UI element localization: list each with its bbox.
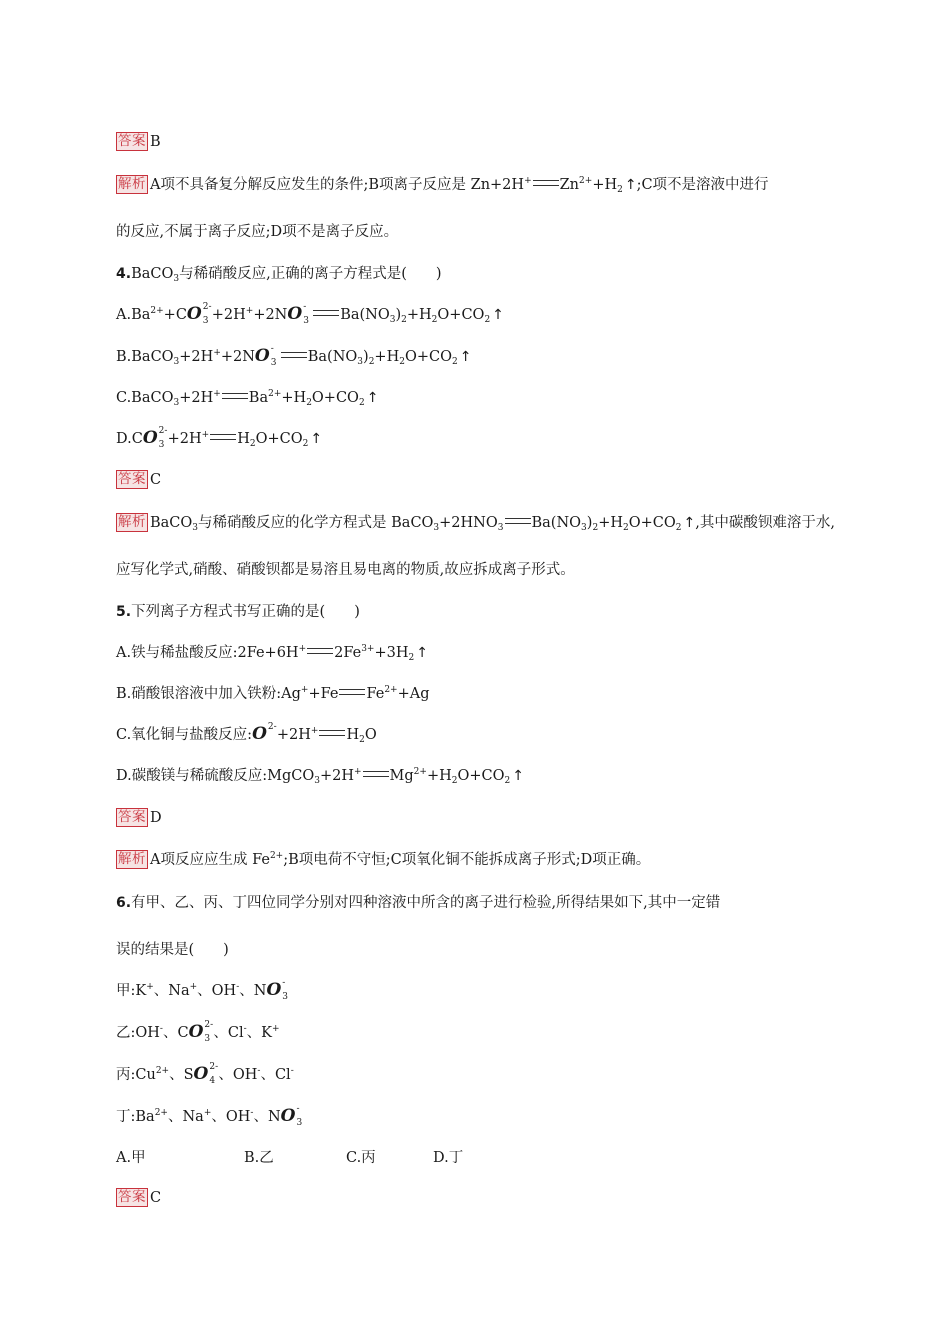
q5-analysis-line: 解析 A项反应应生成 $Fe^{2+};B$项电荷不守恒;C项氧化铜不能拆成离子形式;D项正确。 bbox=[118, 851, 651, 868]
option-text: D.C bbox=[116, 431, 143, 447]
q6-choice-d: D.丁 bbox=[433, 1150, 464, 1166]
q6-bing: 丙$:Cu^{2+}$、SO 2- 4 、OH-、Cl- bbox=[116, 1062, 294, 1086]
q4-analysis-line-1: 解析 BaCO$_3$与稀硝酸反应的化学方程式是 $BaCO_3+2HNO_3$ $Ba(NO_3)_2+H_2O+CO_2$ ↑,其中碳酸钡难溶于水, bbox=[118, 514, 835, 533]
equals-sign bbox=[505, 518, 531, 524]
up-arrow-icon: ↑ bbox=[624, 177, 637, 193]
answer-tag: 答案 bbox=[118, 1189, 146, 1205]
q3-answer: B bbox=[150, 134, 161, 150]
q6-number: 6. bbox=[116, 895, 132, 911]
q6-stem-text: 有甲、乙、丙、丁四位同学分别对四种溶液中所含的离子进行检验,所得结果如下,其中一定错 bbox=[131, 895, 721, 911]
equals-sign bbox=[307, 648, 333, 654]
q6-jia: 甲:K+、Na+、OH-、NO - 3 bbox=[116, 978, 288, 1002]
option-text: D.碳酸镁与稀硫酸反应:MgCO bbox=[116, 768, 315, 784]
q4-option-c: C.BaCO$_3$+2H+ $Ba^{2+}+H_2O+CO_2$ ↑ bbox=[116, 389, 379, 408]
q6-item-text: 乙:OH bbox=[116, 1025, 160, 1041]
q3-analysis-text: Zn bbox=[559, 177, 580, 193]
q4-analysis-text: 与稀硝酸反应的化学方程式是 BaCO bbox=[198, 515, 434, 531]
q3-analysis-text: +H bbox=[592, 177, 618, 193]
analysis-tag: 解析 bbox=[118, 514, 146, 530]
equals-sign bbox=[222, 393, 248, 399]
q4-option-b: B.BaCO$_3$+2H++2NO - 3 $Ba(NO_3)_2+H_2O+CO_2$ ↑ bbox=[116, 344, 472, 368]
q4-analysis-line-2: 应写化学式,硝酸、硝酸钡都是易溶且易电离的物质,故应拆成离子形式。 bbox=[116, 562, 575, 578]
option-text: A.Ba bbox=[116, 307, 151, 323]
q4-stem-text: BaCO bbox=[131, 266, 174, 282]
equals-sign bbox=[533, 180, 559, 186]
q5-analysis-text: ;B项电荷不守恒;C项氧化铜不能拆成离子形式;D项正确。 bbox=[283, 852, 651, 868]
q3-analysis-text: ;C项不是溶液中进行 bbox=[636, 177, 769, 193]
q6-choice-c: C.丙 bbox=[346, 1150, 376, 1166]
q6-answer-line bbox=[116, 1188, 161, 1208]
option-text: C.BaCO bbox=[116, 390, 174, 406]
q5-option-d: D.碳酸镁与稀硫酸反应:MgCO$_3$+2H+ $Mg^{2+}+H_2O+CO_2$ ↑ bbox=[116, 767, 524, 786]
equals-sign bbox=[281, 352, 307, 358]
q4-analysis-text: +H bbox=[598, 515, 623, 531]
q4-analysis-text: ,其中碳酸钡难溶于水, bbox=[695, 515, 835, 531]
q4-analysis-text: BaCO bbox=[150, 515, 193, 531]
q6-answer: C bbox=[150, 1190, 162, 1206]
q4-number: 4. bbox=[116, 266, 132, 282]
equals-sign bbox=[313, 310, 339, 316]
q3-analysis-line-2: 的反应,不属于离子反应;D项不是离子反应。 bbox=[116, 224, 399, 240]
q4-stem-text: 与稀硝酸反应,正确的离子方程式是( ) bbox=[179, 266, 442, 282]
up-arrow-icon: ↑ bbox=[512, 768, 524, 784]
q5-answer: D bbox=[150, 810, 162, 826]
q6-choice-b: B.乙 bbox=[244, 1150, 274, 1166]
option-text: A.铁与稀盐酸反应:2Fe+6H bbox=[116, 645, 299, 661]
q3-analysis-line-1: 解析 A项不具备复分解反应发生的条件;B项离子反应是 Zn+2H+ $Zn^{2+}+H_2$ ↑;C项不是溶液中进行 bbox=[118, 176, 769, 195]
option-text: C.氧化铜与盐酸反应: bbox=[116, 727, 253, 743]
equals-sign bbox=[210, 434, 236, 440]
q4-option-d: D.CO 2- 3 +2H+ $H_2O+CO_2$ ↑ bbox=[116, 426, 323, 450]
answer-tag: 答案 bbox=[118, 471, 146, 487]
answer-tag: 答案 bbox=[118, 133, 146, 149]
q4-option-a: $A.Ba^{2+}+CO$ 2- 3 +2H++2NO - 3 $Ba(NO_3)_2+H_2O+CO_2$ ↑ bbox=[116, 302, 504, 326]
q4-answer-line bbox=[116, 470, 161, 490]
up-arrow-icon: ↑ bbox=[416, 645, 428, 661]
q6-choice-a: A.甲 bbox=[116, 1150, 146, 1166]
q6-item-text: 丙:Cu bbox=[116, 1067, 156, 1083]
up-arrow-icon: ↑ bbox=[310, 431, 323, 447]
q3-answer-line bbox=[116, 132, 161, 152]
q4-analysis-text: O+CO bbox=[628, 515, 676, 531]
q5-answer-line bbox=[116, 808, 162, 828]
analysis-tag: 解析 bbox=[118, 176, 146, 192]
up-arrow-icon: ↑ bbox=[683, 515, 696, 531]
q6-ding: 丁$:Ba^{2+}$、Na+、OH-、NO - 3 bbox=[116, 1104, 303, 1128]
q6-yi: 乙:OH-、CO 2- 3 、Cl-、K+ bbox=[116, 1020, 280, 1044]
q6-item-text: 丁:Ba bbox=[116, 1109, 155, 1125]
up-arrow-icon: ↑ bbox=[492, 307, 504, 323]
q6-stem-line-1 bbox=[116, 893, 720, 913]
q5-number: 5. bbox=[116, 604, 132, 620]
q5-option-b: B.硝酸银溶液中加入铁粉:Ag++Fe $Fe^{2+}+Ag$ bbox=[116, 685, 430, 702]
q5-analysis-text: A项反应应生成 Fe bbox=[150, 852, 270, 868]
equals-sign bbox=[363, 771, 389, 777]
q5-option-c: C.氧化铜与盐酸反应:O 2- +2H+ $H_2O$ bbox=[116, 722, 377, 745]
q3-analysis-text: A项不具备复分解反应发生的条件;B项离子反应是 Zn+2H bbox=[150, 177, 525, 193]
option-text: B.硝酸银溶液中加入铁粉:Ag bbox=[116, 686, 301, 702]
up-arrow-icon: ↑ bbox=[366, 390, 379, 406]
q4-analysis-text: +2HNO bbox=[439, 515, 498, 531]
q4-stem: 4.BaCO$_3$与稀硝酸反应,正确的离子方程式是( ) bbox=[116, 266, 442, 284]
q5-stem-text: 下列离子方程式书写正确的是( ) bbox=[131, 604, 360, 620]
analysis-tag: 解析 bbox=[118, 851, 146, 867]
q4-answer: C bbox=[150, 472, 162, 488]
q6-stem-line-2: 误的结果是( ) bbox=[116, 942, 229, 958]
q5-stem bbox=[116, 602, 360, 622]
up-arrow-icon: ↑ bbox=[459, 349, 472, 365]
q4-analysis-text: Ba(NO bbox=[531, 515, 582, 531]
equals-sign bbox=[319, 730, 345, 736]
option-text: B.BaCO bbox=[116, 349, 174, 365]
equals-sign bbox=[339, 689, 365, 695]
q5-option-a: A.铁与稀盐酸反应:2Fe+6H+ $2Fe^{3+}+3H_2$ ↑ bbox=[116, 644, 428, 663]
q6-item-text: 甲:K bbox=[116, 983, 147, 999]
answer-tag: 答案 bbox=[118, 809, 146, 825]
